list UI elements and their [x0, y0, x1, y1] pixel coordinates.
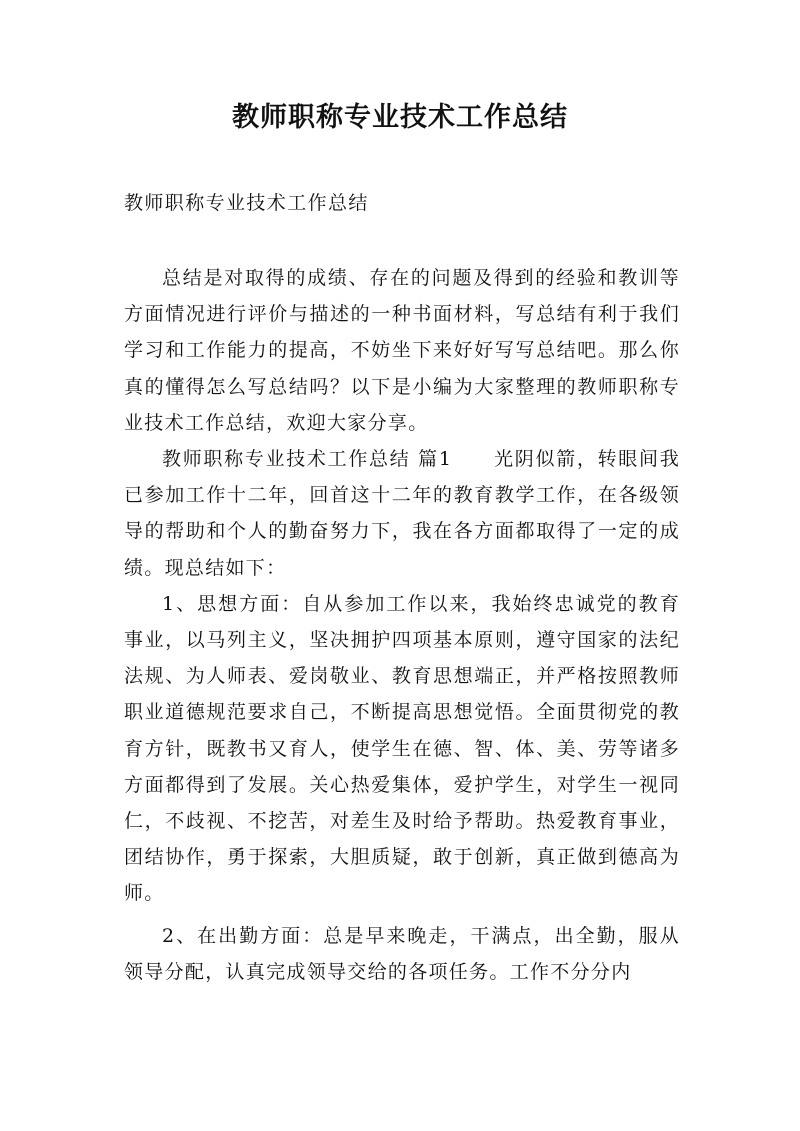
- document-subtitle: 教师职称专业技术工作总结: [124, 192, 369, 214]
- thought-paragraph: 1、思想方面：自从参加工作以来，我始终忠诚党的教育事业，以马列主义，坚决拥护四项基本原则，遵守国家的法纪法规、为人师表、爱岗敬业、教育思想端正，并严格按照教师职业道德规范要求自己，不断提高思想觉悟。全面贯彻党的教育方针，既教书又育人，使学生在德、智、体、美、劳等诸多方面都得到了发展。关心热爱集体，爱护学生，对学生一视同仁，不歧视、不挖苦，对差生及时给予帮助。热爱教育事业，团结协作，勇于探索，大胆质疑，敢于创新，真正做到德高为师。: [124, 592, 680, 905]
- attendance-paragraph: 2、在出勤方面：总是早来晚走，干满点，出全勤，服从领导分配，认真完成领导交给的各项任务。工作不分分内: [124, 924, 680, 983]
- intro-paragraph: 总结是对取得的成绩、存在的问题及得到的经验和教训等方面情况进行评价与描述的一种书面材料，写总结有利于我们学习和工作能力的提高，不妨坐下来好好写写总结吧。那么你真的懂得怎么写总结吗？以下是小编为大家整理的教师职称专业技术工作总结，欢迎大家分享。: [124, 267, 680, 434]
- document-body: [124, 260, 680, 990]
- document-title: 教师职称专业技术工作总结: [232, 102, 568, 133]
- section-intro-paragraph: 教师职称专业技术工作总结 篇1 光阴似箭，转眼间我已参加工作十二年，回首这十二年的教育教学工作，在各级领导的帮助和个人的勤奋努力下，我在各方面都取得了一定的成绩。现总结如下：: [124, 448, 680, 579]
